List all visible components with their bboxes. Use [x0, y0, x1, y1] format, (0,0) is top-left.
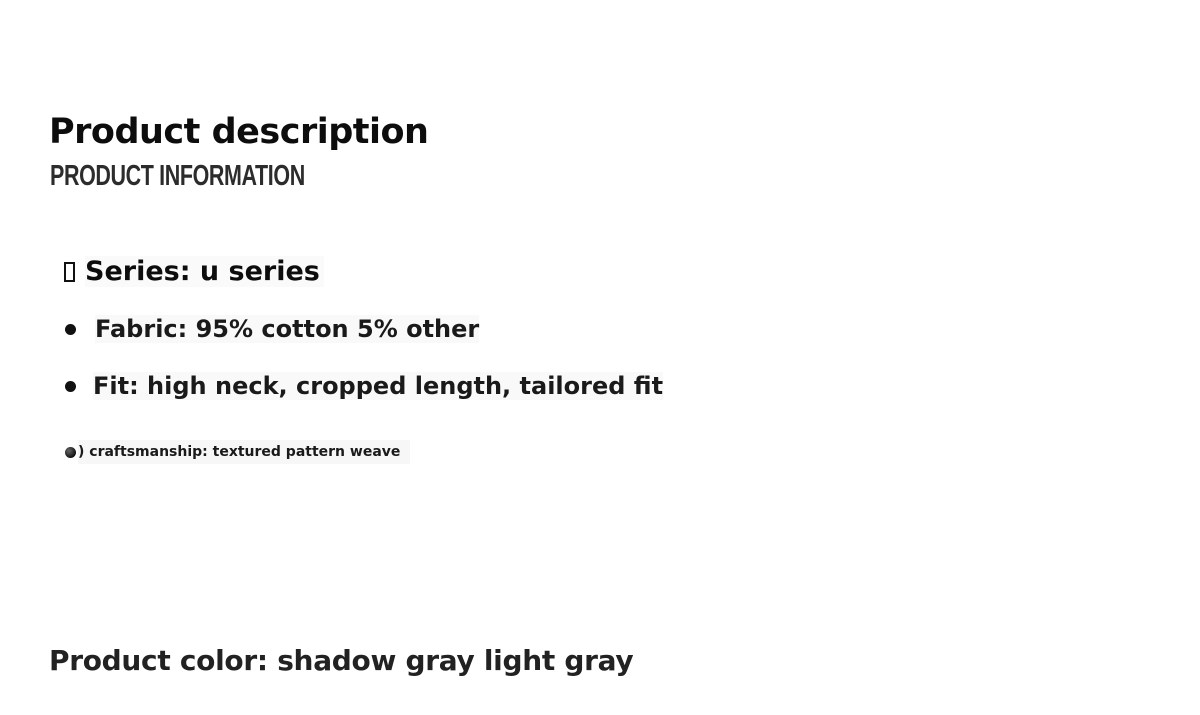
spec-craftsmanship-text: ) craftsmanship: textured pattern weave [78, 440, 410, 464]
bullet-icon [65, 447, 76, 458]
product-color-text: Product color: shadow gray light gray [49, 644, 634, 677]
page-subtitle: PRODUCT INFORMATION [50, 160, 305, 192]
spec-item-fabric [62, 315, 479, 343]
spec-series-text: Series: u series [85, 256, 324, 287]
page-title: Product description [49, 112, 429, 152]
box-glyph-icon [64, 262, 75, 282]
spec-fit-text: Fit: high neck, cropped length, tailored fit [93, 372, 664, 400]
spec-item-series [62, 256, 324, 287]
spec-item-craftsmanship [62, 440, 410, 464]
bullet-icon [65, 381, 76, 392]
spec-item-fit [62, 372, 663, 400]
spec-fabric-text: Fabric: 95% cotton 5% other [95, 315, 480, 343]
bullet-icon [65, 324, 76, 335]
